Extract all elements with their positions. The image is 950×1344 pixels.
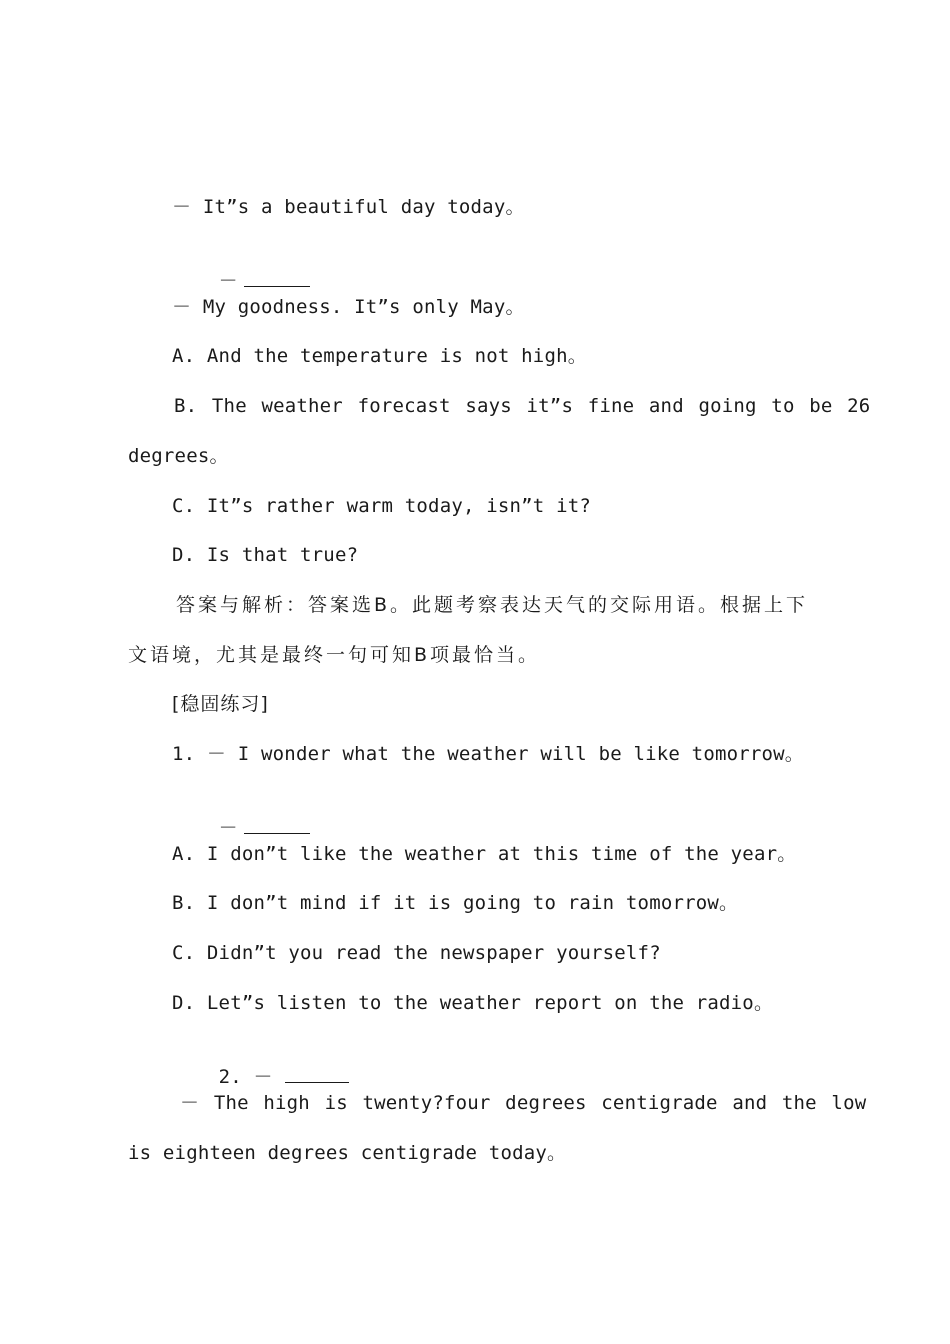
q1-option-a: A. I don”t like the weather at this time of the year。: [172, 843, 797, 865]
section-title: [稳固练习]: [172, 693, 269, 715]
answer-explanation-line-2: 文语境，尤其是最终一句可知B项最恰当。: [128, 644, 541, 666]
q1-answer-blank: [244, 819, 310, 834]
dialogue-line-1: － It”s a beautiful day today。: [172, 196, 525, 218]
q1-option-c: C. Didn”t you read the newspaper yourself?: [172, 942, 661, 964]
q1-reply-dash: －: [218, 817, 238, 839]
answer-blank: [244, 272, 310, 287]
q2-prompt: 2. －: [218, 1066, 273, 1088]
option-b-line-2: degrees。: [128, 445, 229, 467]
option-c: C. It”s rather warm today, isn”t it?: [172, 495, 592, 517]
option-d: D. Is that true?: [172, 544, 359, 566]
q2-answer-blank: [285, 1068, 349, 1083]
q1-prompt: 1. － I wonder what the weather will be like tomorrow。: [172, 743, 804, 765]
q2-reply-line-1: － The high is twenty?four degrees centigrade and the low: [180, 1092, 867, 1114]
option-b-line-1: B. The weather forecast says it”s fine and going to be 26: [174, 395, 871, 417]
dialogue-dash: －: [218, 270, 238, 292]
answer-explanation-line-1: 答案与解析：答案选B。此题考察表达天气的交际用语。根据上下: [176, 594, 809, 616]
q1-option-d: D. Let”s listen to the weather report on the radio。: [172, 992, 774, 1014]
option-a: A. And the temperature is not high。: [172, 345, 587, 367]
q1-option-b: B. I don”t mind if it is going to rain tomorrow。: [172, 892, 739, 914]
dialogue-line-3: － My goodness. It”s only May。: [172, 296, 525, 318]
q2-reply-line-2: is eighteen degrees centigrade today。: [128, 1142, 567, 1164]
